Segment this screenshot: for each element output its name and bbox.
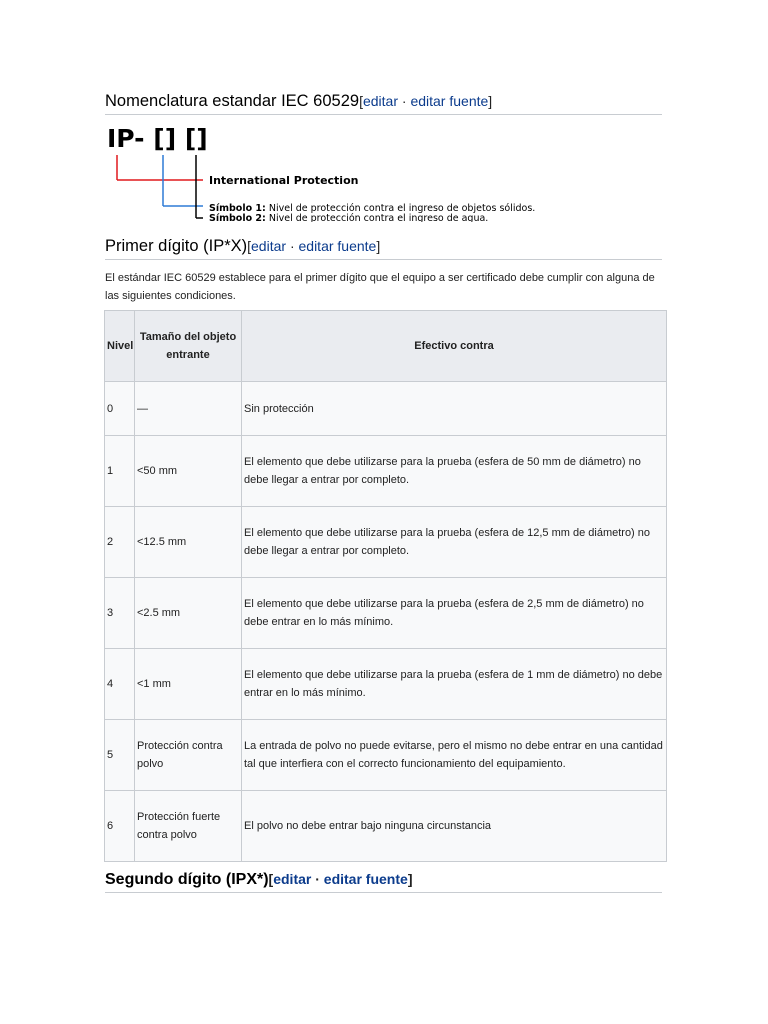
table-row [105, 649, 667, 720]
cell-efectivo: El elemento que debe utilizarse para la prueba (esfera de 2,5 mm de diámetro) no debe entrar en lo más mínimo. [242, 578, 667, 649]
edit-source-link[interactable]: editar fuente [410, 93, 489, 109]
label-international-protection: International Protection [209, 174, 359, 187]
cell-tamano: Protección contra polvo [135, 720, 242, 791]
table-row [105, 791, 667, 862]
symbol2-text: Nivel de protección contra el ingreso de agua. [268, 213, 489, 222]
edit-links: [editar · editar fuente] [359, 93, 493, 109]
symbol1-text: Nivel de protección contra el ingreso de objetos sólidos. [268, 203, 536, 214]
cell-efectivo: El elemento que debe utilizarse para la prueba (esfera de 12,5 mm de diámetro) no debe llegar a entrar por completo. [242, 507, 667, 578]
ip-code-diagram [105, 122, 585, 222]
cell-nivel: 6 [105, 791, 135, 862]
table-header-row [105, 311, 667, 382]
first-digit-table [104, 310, 667, 862]
cell-efectivo: El polvo no debe entrar bajo ninguna circunstancia [242, 791, 667, 862]
table-row [105, 382, 667, 436]
edit-links: [editar · editar fuente] [247, 238, 381, 254]
cell-nivel: 1 [105, 436, 135, 507]
cell-nivel: 0 [105, 382, 135, 436]
cell-nivel: 4 [105, 649, 135, 720]
cell-efectivo: El elemento que debe utilizarse para la prueba (esfera de 50 mm de diámetro) no debe llegar a entrar por completo. [242, 436, 667, 507]
cell-tamano: <2.5 mm [135, 578, 242, 649]
edit-link[interactable]: editar [362, 93, 398, 109]
symbol2-label: Símbolo 2: [209, 213, 266, 222]
cell-tamano: <1 mm [135, 649, 242, 720]
cell-efectivo: La entrada de polvo no puede evitarse, pero el mismo no debe entrar en una cantidad tal que interfiera con el correcto funcionamiento del equipamiento. [242, 720, 667, 791]
edit-link[interactable]: editar [251, 238, 287, 254]
table-row [105, 507, 667, 578]
ip-code-text: IP- [] [] [107, 124, 208, 153]
cell-tamano: <50 mm [135, 436, 242, 507]
table-row [105, 436, 667, 507]
section-title: Nomenclatura estandar IEC 60529 [105, 92, 360, 110]
symbol1-label: Símbolo 1: [209, 203, 266, 214]
edit-links: [editar · editar fuente] [268, 871, 413, 887]
section-heading-nomenclatura [105, 92, 662, 115]
cell-nivel: 2 [105, 507, 135, 578]
cell-efectivo: El elemento que debe utilizarse para la prueba (esfera de 1 mm de diámetro) no debe entrar en lo más mínimo. [242, 649, 667, 720]
cell-tamano: Protección fuerte contra polvo [135, 791, 242, 862]
edit-source-link[interactable]: editar fuente [323, 871, 408, 887]
header-efectivo: Efectivo contra [242, 311, 667, 382]
header-nivel: Nivel [105, 311, 135, 382]
cell-nivel: 3 [105, 578, 135, 649]
intro-paragraph: El estándar IEC 60529 establece para el primer dígito que el equipo a ser certificado debe cumplir con alguna de las siguientes condiciones. [105, 272, 655, 302]
cell-efectivo: Sin protección [242, 382, 667, 436]
edit-link[interactable]: editar [273, 871, 312, 887]
cell-nivel: 5 [105, 720, 135, 791]
section-title: Segundo dígito (IPX*) [105, 871, 269, 888]
table-row [105, 578, 667, 649]
table-row [105, 720, 667, 791]
cell-tamano: — [135, 382, 242, 436]
edit-source-link[interactable]: editar fuente [298, 238, 377, 254]
section-heading-segundo-digito [105, 871, 662, 893]
header-tamano: Tamaño del objeto entrante [135, 311, 242, 382]
section-heading-primer-digito [105, 237, 662, 260]
cell-tamano: <12.5 mm [135, 507, 242, 578]
svg-text:Símbolo 2: Nivel de protec [209, 213, 488, 222]
section-title: Primer dígito (IP*X) [105, 237, 248, 255]
